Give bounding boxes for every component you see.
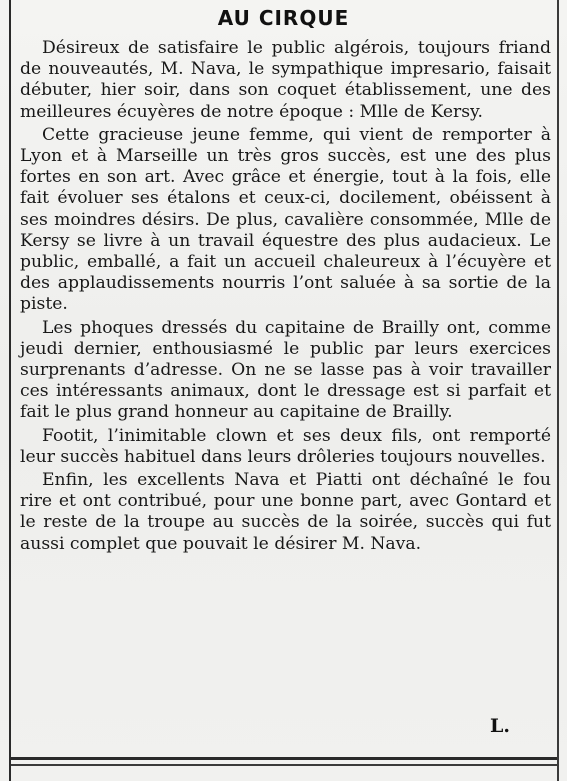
bottom-rule-upper [11, 757, 557, 760]
article-title: AU CIRQUE [217, 6, 350, 30]
paragraph-4: Footit, l’inimitable clown et ses deux fils, ont remporté leur succès habituel dans leurs drôleries toujours nouvelles. [20, 425, 551, 467]
paragraph-1: Désireux de satisfaire le public algérois, toujours friand de nouveautés, M. Nava, le sympathique impresario, faisait débuter, hier soir, dans son coquet établissement, une des meilleures écuyères de notre époque : Mlle de Kersy. [20, 38, 551, 122]
paragraph-5: Enfin, les excellents Nava et Piatti ont déchaîné le fou rire et ont contribué, pour une bonne part, avec Gontard et le reste de la troupe au succès de la soirée, succès qui fut aussi complet que pouvait le désirer M. Nava. [20, 470, 551, 554]
paragraph-2: Cette gracieuse jeune femme, qui vient de remporter à Lyon et à Marseille un très gros succès, est une des plus fortes en son art. Avec grâce et énergie, tout à la fois, elle fait évoluer ses étalons et ceux-ci, docilement, obéissent à ses moindres désirs. De plus, cavalière consommée, Mlle de Kersy se livre à un travail équestre des plus audacieux. Le public, emballé, a fait un accueil chaleureux à l’écuyère et des applaudissements nourris l’ont saluée à sa sortie de la piste. [20, 124, 551, 315]
author-signature: L. [490, 715, 510, 737]
article-body [20, 38, 551, 557]
right-column-rule [557, 0, 559, 781]
left-column-rule [9, 0, 11, 781]
bottom-rule-lower [11, 764, 557, 766]
paragraph-3: Les phoques dressés du capitaine de Brailly ont, comme jeudi dernier, enthousiasmé le public par leurs exercices surprenants d’adresse. On ne se lasse pas à voir travailler ces intéressants animaux, dont le dressage est si parfait et fait le plus grand honneur au capitaine de Brailly. [20, 317, 551, 423]
